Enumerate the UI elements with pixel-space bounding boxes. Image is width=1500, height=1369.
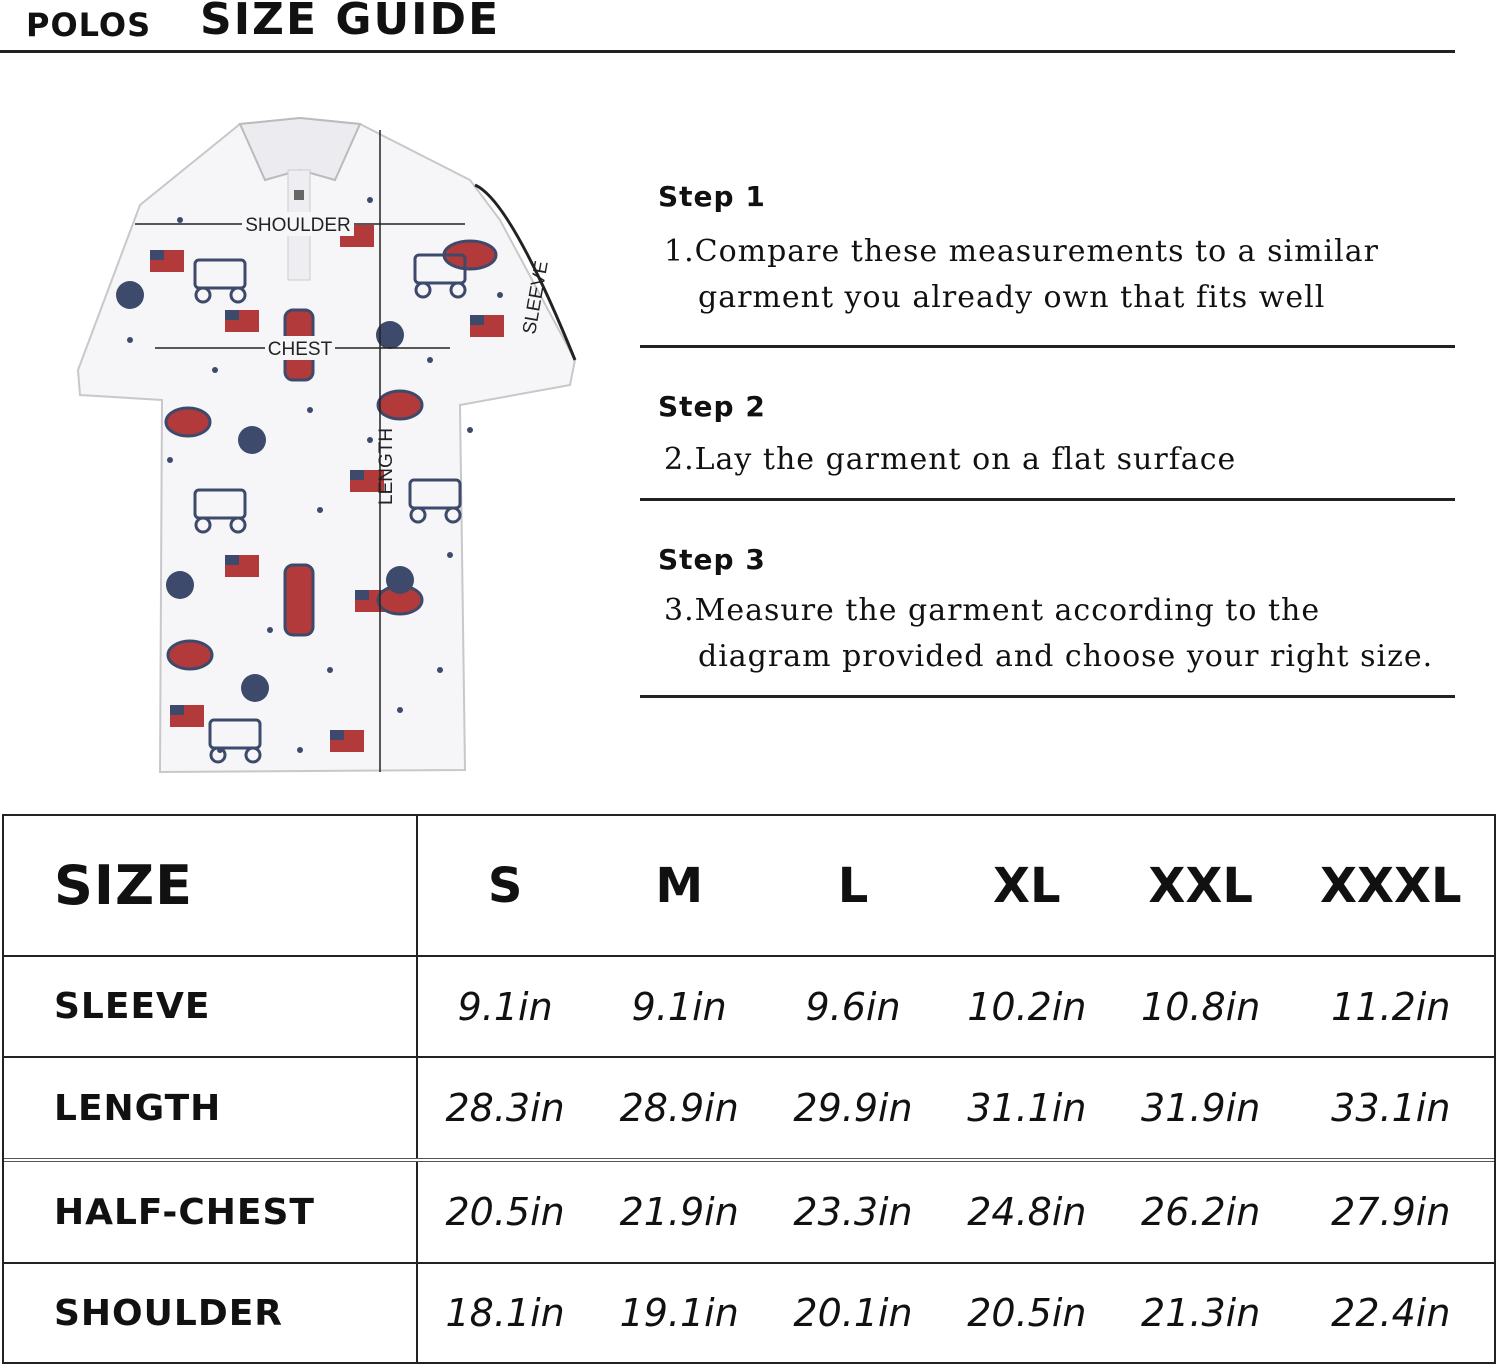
- table-row: [4, 1057, 1494, 1160]
- size-header-label: SIZE: [4, 816, 417, 956]
- table-cell: 19.1in: [592, 1263, 766, 1362]
- step-divider: [640, 695, 1455, 698]
- step-instruction: [664, 437, 1455, 483]
- row-label: SHOULDER: [4, 1263, 417, 1362]
- step-line: 1.Compare these measurements to a similar: [664, 234, 1379, 269]
- step-instruction: [664, 588, 1455, 680]
- table-cell: 24.8in: [940, 1160, 1114, 1263]
- shirt-button: [294, 190, 304, 200]
- table-cell: 31.1in: [940, 1057, 1114, 1160]
- step-line: 2.Lay the garment on a flat surface: [664, 442, 1237, 477]
- step-title: Step 1: [658, 180, 766, 213]
- size-column-header: S: [487, 857, 523, 914]
- step-line: 3.Measure the garment according to the: [664, 593, 1321, 628]
- header: [0, 0, 1500, 60]
- table-row: [4, 1263, 1494, 1362]
- table-cell: 11.2in: [1288, 956, 1494, 1057]
- table-cell: 10.8in: [1114, 956, 1288, 1057]
- table-cell: 9.1in: [417, 956, 592, 1057]
- table-cell: 28.9in: [592, 1057, 766, 1160]
- page-title: SIZE GUIDE: [200, 0, 501, 45]
- table-cell: 10.2in: [940, 956, 1114, 1057]
- size-column-header: M: [655, 857, 704, 914]
- shoulder-label: SHOULDER: [245, 215, 351, 236]
- table-cell: 9.1in: [592, 956, 766, 1057]
- table-cell: 22.4in: [1288, 1263, 1494, 1362]
- sleeve-label: SLEEVE: [519, 259, 553, 336]
- table-cell: 18.1in: [417, 1263, 592, 1362]
- step-line: garment you already own that fits well: [698, 280, 1326, 315]
- polo-shirt-diagram: [70, 110, 590, 790]
- table-cell: 26.2in: [1114, 1160, 1288, 1263]
- step-title: Step 3: [658, 543, 766, 576]
- step-line: diagram provided and choose your right size.: [698, 639, 1434, 674]
- chest-label: CHEST: [267, 339, 333, 360]
- table-row: [4, 956, 1494, 1057]
- header-divider: [0, 50, 1455, 53]
- table-cell: 33.1in: [1288, 1057, 1494, 1160]
- row-label: HALF-CHEST: [4, 1160, 417, 1263]
- size-column-header: L: [837, 857, 869, 914]
- step-title: Step 2: [658, 390, 766, 423]
- table-cell: 21.9in: [592, 1160, 766, 1263]
- steps-section: [640, 180, 1455, 698]
- size-column-header: XXXL: [1319, 857, 1462, 914]
- table-cell: 20.5in: [940, 1263, 1114, 1362]
- table-row: [4, 1160, 1494, 1263]
- table-cell: 20.5in: [417, 1160, 592, 1263]
- table-cell: 28.3in: [417, 1057, 592, 1160]
- table-cell: 21.3in: [1114, 1263, 1288, 1362]
- table-cell: 27.9in: [1288, 1160, 1494, 1263]
- step-instruction: [664, 229, 1455, 321]
- table-cell: 9.6in: [766, 956, 940, 1057]
- row-label: LENGTH: [4, 1057, 417, 1160]
- brand-label: POLOS: [26, 6, 152, 44]
- length-label: LENGTH: [376, 427, 397, 505]
- size-column-header: XXL: [1148, 857, 1253, 914]
- row-label: SLEEVE: [4, 956, 417, 1057]
- table-cell: 29.9in: [766, 1057, 940, 1160]
- size-chart-table: [2, 814, 1496, 1364]
- step-3: [640, 501, 1455, 695]
- step-2: [640, 348, 1455, 498]
- table-cell: 23.3in: [766, 1160, 940, 1263]
- table-header-row: [4, 816, 1494, 956]
- size-column-header: XL: [993, 857, 1061, 914]
- step-1: [640, 180, 1455, 345]
- table-cell: 20.1in: [766, 1263, 940, 1362]
- table-cell: 31.9in: [1114, 1057, 1288, 1160]
